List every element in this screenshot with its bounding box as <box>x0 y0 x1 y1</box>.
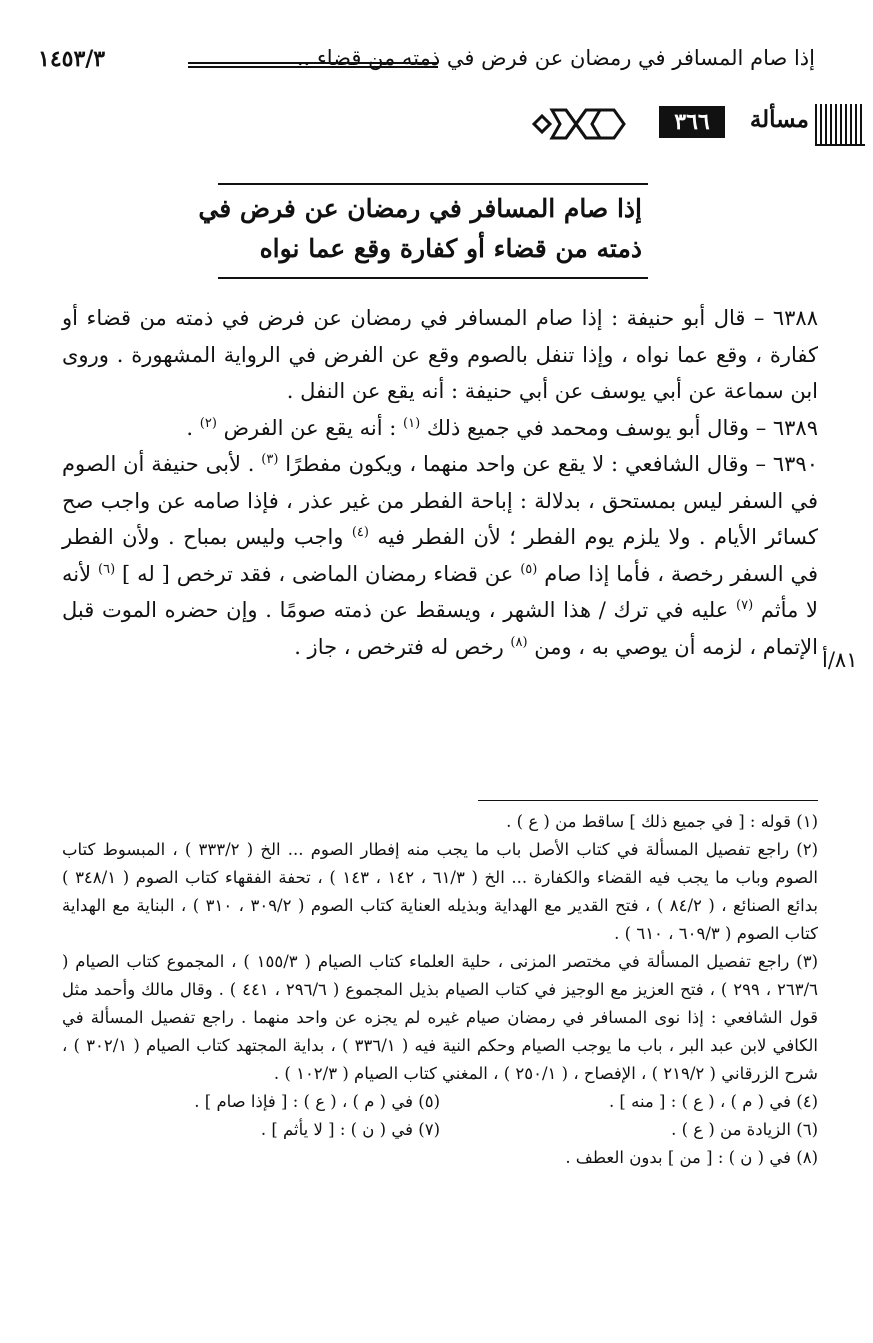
footnote-ref: (٧) <box>736 598 754 613</box>
footnote-3: (٣) راجع تفصيل المسألة في مختصر المزنى ، حلية العلماء كتاب الصيام ( ١٥٥/٣ ) ، المجموع كتاب الصيام ( ٢٦٣/٦ ، ٢٩٩ ) ، فتح العزيز مع الوجيز في كتاب الصيام بذيل المجموع ( ٢٩٦/٦ ، ٤٤١ ) . وقال مالك وأحمد مثل قول الشافعي : إذا نوى المسافر في رمضان صيام غيره لم يجزه عن واحد منهما . راجع تفصيل المسألة في الكافي لابن عبد البر ، باب ما يوجب الصيام وحكم النية فيه ( ٣٣٦/١ ) ، بداية المجتهد كتاب الصيام ( ٣٠٢/١ ) ، شرح الزرقاني ( ٢١٩/٢ ) ، الإفصاح ، ( ٢٥٠/١ ) ، المغني كتاب الصيام ( ١٠٢/٣ ) . <box>62 952 818 1083</box>
footnote-ref: (١) <box>403 415 421 431</box>
footnote-6: (٦) الزيادة من ( ع ) . <box>671 1120 818 1139</box>
footnote-ref: (٤) <box>351 525 369 540</box>
knot-ornament-icon <box>530 100 630 148</box>
text-segment: لأنه لا مأثم <box>62 561 818 622</box>
footnote-1: (١) قوله : [ في جميع ذلك ] ساقط من ( ع ) . <box>506 812 818 831</box>
text-segment: . <box>186 415 194 440</box>
text-segment: ٦٣٨٩ – وقال أبو يوسف ومحمد في جميع ذلك <box>426 415 818 440</box>
masala-number: ٣٦٦ <box>659 106 725 138</box>
footnote-2: (٢) راجع تفصيل المسألة في كتاب الأصل باب ما يجب منه إفطار الصوم ... الخ ( ٣٣٣/٢ ) ، المبسوط كتاب الصوم وباب ما يجب فيه القضاء والكفارة ... الخ ( ٦١/٣ ، ١٤٢ ، ١٤٣ ) ، تحفة الفقهاء كتاب الصوم ( ٣٤٨/١ ) بدائع الصنائع ، ( ٨٤/٢ ) ، فتح القدير مع الهداية وبذيله العناية كتاب الصوم ( ٣٠٩/٢ ، ٣١٠ ) ، البناية مع الهداية كتاب الصوم ( ٦٠٩/٣ ، ٦١٠ ) . <box>62 840 818 943</box>
text-segment: ٦٣٩٠ – وقال الشافعي : لا يقع عن واحد منهما ، ويكون مفطرًا <box>285 452 818 476</box>
footnote-7: (٧) في ( ن ) : [ لا يأثم ] . <box>260 1120 440 1139</box>
footnote-ref: (٨) <box>510 634 528 650</box>
title-line-1: إذا صام المسافر في رمضان عن فرض في <box>198 194 642 223</box>
page-number: ١٤٥٣/٣ <box>38 46 106 72</box>
footnote-row <box>62 1088 818 1116</box>
running-title: إذا صام المسافر في رمضان عن فرض في ذمته من قضاء .. <box>296 46 815 70</box>
footnote-4: (٤) في ( م ) ، ( ع ) : [ منه ] . <box>608 1092 818 1111</box>
text-segment: واجب وليس بمباح . ولأن الفطر في السفر رخصة ، فأما إذا صام <box>62 525 819 586</box>
footnote-8: (٨) في ( ن ) : [ من ] بدون العطف . <box>565 1148 818 1167</box>
text-segment: : أنه يقع عن الفرض <box>223 415 397 440</box>
masala-label: مسألة <box>749 106 809 133</box>
text-segment: عليه في ترك / هذا الشهر ، ويسقط عن ذمته صومًا . وإن حضره الموت قبل الإتمام ، لزمه أن يوصي به ، ومن <box>62 598 818 659</box>
stripes-ornament <box>815 104 865 146</box>
masala-bar <box>530 98 865 154</box>
footnote-ref: (٣) <box>261 452 279 467</box>
footnote-ref: (٢) <box>199 415 217 431</box>
header-rule <box>188 62 438 68</box>
footnote-ref: (٦) <box>98 561 116 577</box>
running-header <box>38 40 815 80</box>
paragraph-6390 <box>62 446 818 665</box>
issue-title <box>198 183 648 279</box>
paragraph-6389 <box>62 410 818 447</box>
footnote-5: (٥) في ( م ) ، ( ع ) : [ فإذا صام ] . <box>194 1092 440 1111</box>
footnote-row <box>62 1116 818 1144</box>
body-text <box>62 300 818 665</box>
text-segment: عن قضاء رمضان الماضى ، فقد ترخص [ له ] <box>122 561 514 586</box>
title-line-2: ذمته من قضاء أو كفارة وقع عما نواه <box>259 234 642 263</box>
text-segment: . لأبى حنيفة أن الصوم في السفر ليس بمستحق ، بدلالة : إباحة الفطر من غير عذر ، فإذا صامه عن واجب صح كسائر الأيام . ولا يلزم يوم الفطر ؛ لأن الفطر فيه <box>62 452 818 549</box>
footnote-rule <box>478 800 818 801</box>
margin-note: ٨١/أ <box>822 648 858 672</box>
paragraph-6388: ٦٣٨٨ – قال أبو حنيفة : إذا صام المسافر في رمضان عن فرض في ذمته من قضاء أو كفارة ، وقع عما نواه ، وإذا تنفل بالصوم وقع عن الفرض في الرواية المشهورة . وروى ابن سماعة عن أبي يوسف عن أبي حنيفة : أنه يقع عن النفل . <box>62 306 818 403</box>
text-segment: رخص له فترخص ، جاز . <box>294 634 504 659</box>
footnotes <box>62 808 818 1172</box>
footnote-ref: (٥) <box>520 561 538 577</box>
